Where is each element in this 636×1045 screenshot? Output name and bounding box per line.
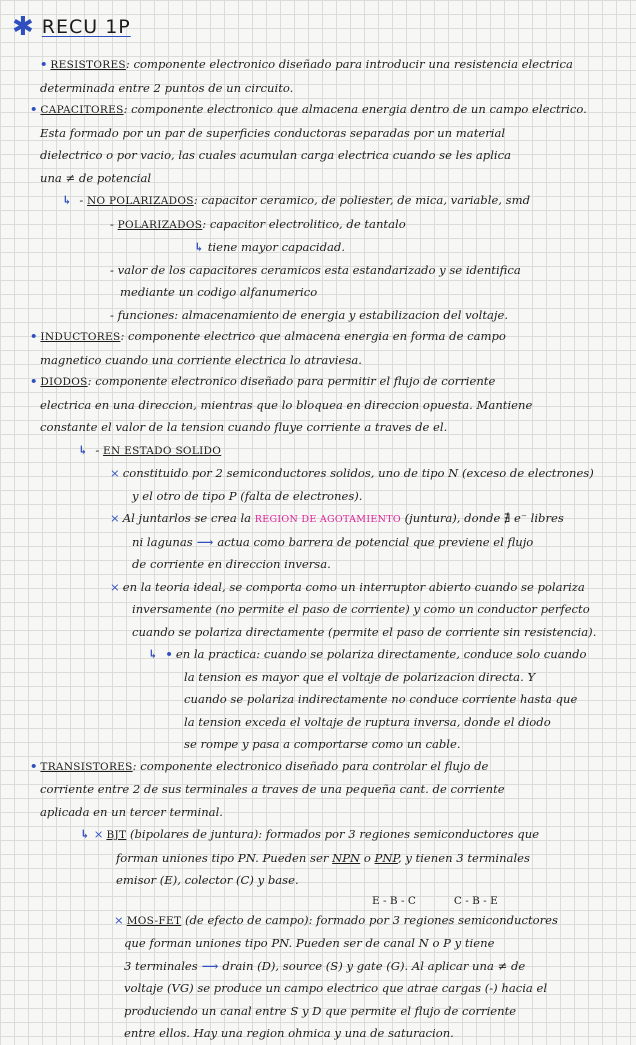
- text-span: tiene mayor capacidad.: [207, 240, 346, 254]
- page-title: RECU 1P: [41, 16, 131, 38]
- bullet-dot-icon: •: [30, 374, 38, 388]
- text-line: mediante un codigo alfanumerico: [120, 285, 318, 299]
- arrow-right-icon: ⟶: [201, 958, 219, 973]
- text-span: : componente electronico diseñado para permitir el flujo de corriente: [87, 374, 496, 388]
- section-transistores: [12, 756, 626, 1045]
- text-span: Al juntarlos se crea la: [122, 511, 252, 525]
- text-line: [12, 956, 626, 978]
- bjt-pinout: [12, 892, 626, 910]
- text-line: cuando se polariza indirectamente no conduce corriente hasta que: [184, 692, 578, 706]
- text-line: [12, 644, 626, 666]
- text-line: inversamente (no permite el paso de corriente) y como un conductor perfecto: [132, 602, 590, 616]
- text-line: [12, 54, 626, 77]
- term-mosfet: MOS-FET: [126, 914, 182, 927]
- asterisk-icon: ✱: [12, 12, 34, 42]
- cross-bullet-icon: ×: [93, 827, 104, 841]
- highlight-region-agotamiento: REGION DE AGOTAMIENTO: [254, 514, 401, 525]
- text-line: [12, 848, 626, 870]
- text-line: [12, 237, 626, 259]
- text-line: - POLARIZADOS: capacitor electrolitico, de tantalo: [110, 216, 406, 231]
- npn-label: NPN: [332, 850, 361, 865]
- bullet-dot-icon: •: [30, 102, 38, 116]
- hooked-arrow-icon: ↳: [194, 240, 204, 254]
- text-line: emisor (E), colector (C) y base.: [116, 873, 299, 887]
- text-span: 3 terminales: [124, 958, 198, 973]
- text-line: [12, 532, 626, 554]
- section-diodos: [12, 371, 626, 756]
- text-line: ↳ - EN ESTADO SOLIDO: [78, 442, 222, 457]
- text-line: [12, 577, 626, 599]
- term-transistores: TRANSISTORES: [40, 760, 133, 773]
- text-span: (bipolares de juntura): formados por 3 regiones semiconductores que: [129, 827, 540, 841]
- text-line: que forman uniones tipo PN. Pueden ser de canal N o P y tiene: [124, 936, 495, 950]
- text-line: - funciones: almacenamiento de energia y estabilizacion del voltaje.: [110, 307, 509, 322]
- text-span: drain (D), source (S) y gate (G). Al aplicar una ≠ de: [222, 958, 526, 973]
- bullet-dot-icon: •: [30, 329, 38, 343]
- text-line: dielectrico o por vacio, las cuales acumulan carga electrica cuando se les aplica: [40, 148, 512, 162]
- term-resistores: RESISTORES: [50, 59, 126, 71]
- text-line: magnetico cuando una corriente electrica lo atraviesa.: [40, 352, 362, 367]
- text-line: una ≠ de potencial: [40, 170, 152, 185]
- text-line: cuando se polariza directamente (permite el paso de corriente sin resistencia).: [132, 624, 597, 639]
- text-line: determinada entre 2 puntos de un circuito.: [40, 80, 294, 95]
- text-span: : componente electronico diseñado para controlar el flujo de: [132, 758, 489, 773]
- arrow-right-icon: ⟶: [196, 534, 214, 549]
- text-line: [12, 326, 626, 349]
- text-span: : capacitor electrolitico, de tantalo: [202, 216, 406, 231]
- hooked-arrow-icon: ↳: [78, 442, 88, 457]
- term-capacitores: CAPACITORES: [40, 104, 124, 116]
- text-span: (juntura), donde ∄ e⁻ libres: [404, 511, 564, 525]
- term-diodos: DIODOS: [40, 376, 88, 388]
- cross-bullet-icon: ×: [114, 912, 124, 927]
- section-capacitores: [12, 99, 626, 326]
- text-line: la tension es mayor que el voltaje de polarizacion directa. Y: [184, 669, 536, 684]
- text-line: constante el valor de la tension cuando fluye corriente a traves de el.: [40, 420, 448, 434]
- text-span: o: [363, 850, 371, 865]
- text-line: [12, 756, 626, 779]
- cross-bullet-icon: ×: [110, 466, 120, 480]
- text-line: [12, 463, 626, 485]
- bullet-dot-icon: •: [40, 57, 48, 71]
- bullet-dot-icon: •: [165, 647, 173, 661]
- text-span: : componente electronico diseñado para introducir una resistencia electrica: [125, 57, 573, 71]
- pinout-npn: E - B - C: [372, 894, 416, 907]
- text-span: ni lagunas: [132, 534, 193, 549]
- cross-bullet-icon: ×: [110, 579, 120, 594]
- hooked-arrow-icon: ↳: [148, 647, 158, 661]
- pnp-label: PNP: [374, 850, 398, 865]
- text-span: (de efecto de campo): formado por 3 regiones semiconductores: [184, 912, 558, 927]
- page-header: [12, 14, 626, 40]
- text-line: [12, 910, 626, 933]
- text-line: [12, 508, 626, 531]
- text-span: : componente electronico que almacena energia dentro de un campo electrico.: [123, 102, 587, 116]
- text-span: forman uniones tipo PN. Pueden ser: [116, 850, 329, 865]
- text-line: ↳ - NO POLARIZADOS: capacitor ceramico, de poliester, de mica, variable, smd: [62, 193, 531, 207]
- term-estado-solido: EN ESTADO SOLIDO: [103, 444, 222, 457]
- text-span: : componente electrico que almacena energia en forma de campo: [120, 329, 506, 343]
- hooked-arrow-icon: ↳: [62, 193, 72, 207]
- section-resistores: [12, 54, 626, 99]
- text-span: actua como barrera de potencial que previene el flujo: [217, 534, 534, 549]
- text-line: entre ellos. Hay una region ohmica y una de saturacion.: [124, 1026, 454, 1040]
- text-line: electrica en una direccion, mientras que lo bloquea en direccion opuesta. Mantiene: [40, 397, 533, 412]
- text-line: Esta formado por un par de superficies conductoras separadas por un material: [40, 125, 506, 140]
- term-bjt: BJT: [106, 829, 127, 841]
- text-line: la tension exceda el voltaje de ruptura inversa, donde el diodo: [184, 714, 551, 729]
- term-polarizados: POLARIZADOS: [117, 218, 203, 231]
- text-line: [12, 824, 626, 847]
- pinout-pnp: C - B - E: [453, 894, 498, 907]
- term-inductores: INDUCTORES: [40, 331, 121, 343]
- text-line: y el otro de tipo P (falta de electrones).: [132, 488, 363, 503]
- text-line: voltaje (VG) se produce un campo electrico que atrae cargas (-) hacia el: [124, 981, 548, 995]
- text-line: aplicada en un tercer terminal.: [40, 804, 223, 819]
- text-line: [12, 371, 626, 394]
- text-span: en la teoria ideal, se comporta como un interruptor abierto cuando se polariza: [122, 579, 585, 594]
- bullet-dot-icon: •: [30, 758, 38, 773]
- term-no-polarizados: NO POLARIZADOS: [87, 195, 194, 207]
- text-line: corriente entre 2 de sus terminales a traves de una pequeña cant. de corriente: [40, 782, 505, 796]
- cross-bullet-icon: ×: [110, 511, 120, 525]
- text-line: de corriente en direccion inversa.: [132, 557, 331, 571]
- section-inductores: [12, 326, 626, 371]
- text-span: , y tienen 3 terminales: [397, 850, 530, 865]
- text-line: [12, 99, 626, 122]
- text-line: - valor de los capacitores ceramicos esta estandarizado y se identifica: [110, 262, 521, 277]
- text-span: : capacitor ceramico, de poliester, de mica, variable, smd: [193, 193, 531, 207]
- hooked-arrow-icon: ↳: [80, 827, 90, 841]
- text-line: se rompe y pasa a comportarse como un cable.: [184, 737, 461, 751]
- text-line: produciendo un canal entre S y D que permite el flujo de corriente: [124, 1003, 517, 1018]
- text-span: constituido por 2 semiconductores solidos, uno de tipo N (exceso de electrones): [122, 466, 594, 480]
- text-span: en la practica: cuando se polariza directamente, conduce solo cuando: [175, 647, 587, 661]
